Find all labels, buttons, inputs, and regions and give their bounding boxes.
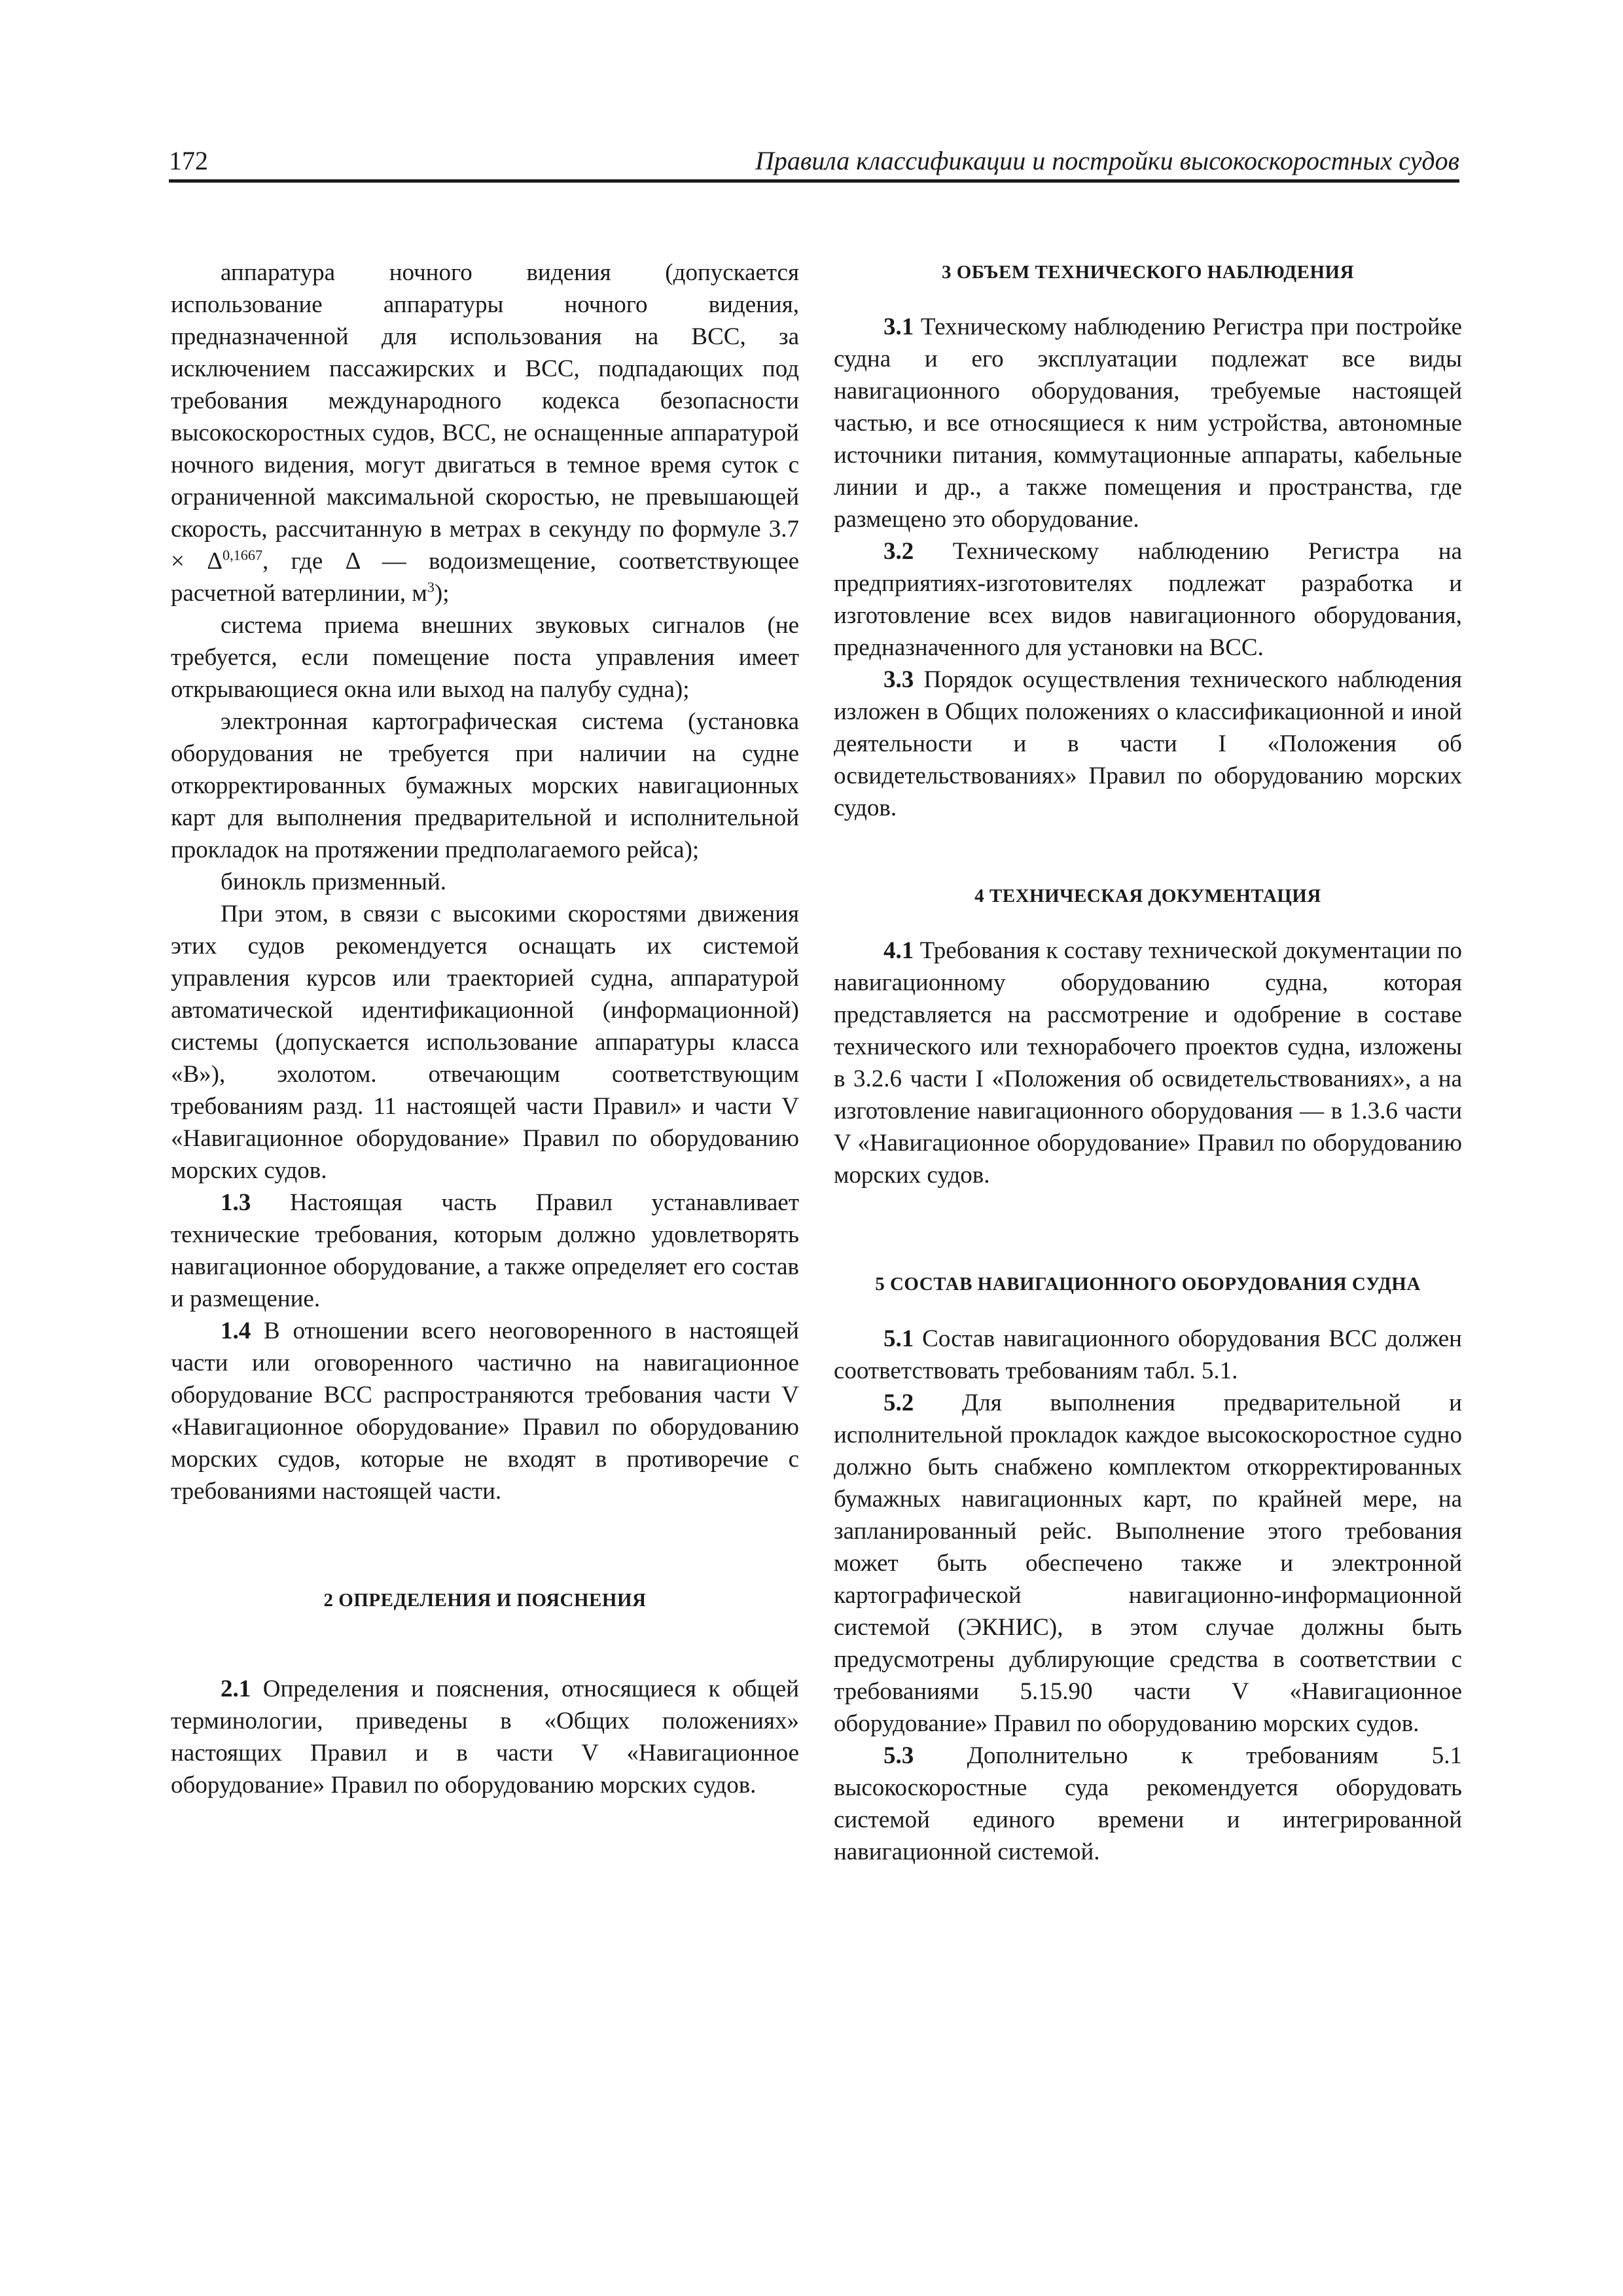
clause-number: 3.2 — [883, 538, 914, 565]
paragraph-recommendation: При этом, в связи с высокими скоростями движения этих судов рекомендуется оснащать их системой управления курсов или траекторией судна, аппаратурой автоматической идентификационной (информационной) системы (допускается использование аппаратуры класса «В»), эхолотом. отвечающим соответствующим требованиям разд. 11 настоящей части Правил» и части V «Навигационное оборудование» Правил по оборудованию морских судов. — [171, 901, 799, 1184]
paragraph-3-2: 3.2 Техническому наблюдению Регистра на предприятиях-изготовителях подлежат разработка и изготовление всех видов навигационного оборудования, предназначенного для установки на ВСС. — [834, 538, 1462, 661]
page-number: 172 — [169, 146, 208, 175]
clause-number: 5.1 — [883, 1325, 914, 1352]
paragraph-electronic-chart: электронная картографическая система (установка оборудования не требуется при наличии на судне откорректированных бумажных морских навигационных карт для выполнения предварительной и исполнительной прокладок на протяжении предполагаемого рейса); — [171, 708, 799, 863]
paragraph-5-3: 5.3 Дополнительно к требованиям 5.1 высокоскоростные суда рекомендуется оборудовать системой единого времени и интегрированной навигационной системой. — [834, 1742, 1462, 1865]
paragraph-2-1: 2.1 Определения и пояснения, относящиеся к общей терминологии, приведены в «Общих положениях» настоящих Правил и в части V «Навигационное оборудование» Правил по оборудованию морских судов. — [171, 1676, 799, 1799]
running-title: Правила классификации и постройки высокоскоростных судов — [755, 146, 1459, 175]
right-column — [834, 257, 1462, 1868]
formula-exponent: 0,1667 — [223, 547, 263, 564]
section-2-heading: 2 ОПРЕДЕЛЕНИЯ И ПОЯСНЕНИЯ — [323, 1590, 647, 1611]
clause-number: 5.2 — [883, 1390, 914, 1416]
paragraph-night-vision: аппаратура ночного видения (допускается использование аппаратуры ночного видения, предназначенной для использования на ВСС, за исключением пассажирских и ВСС, подпадающих под требования международного кодекса безопасности высокоскоростных судов, ВСС, не оснащенные аппаратурой ночного видения, могут двигаться в темное время суток с ограниченной максимальной скоростью, не превышающей скорость, рассчитанную в метрах в секунду по формуле $3.7 \times \Delta^{0,1667}$, где Δ — водоизмещение, соответствующее расчетной ватерлинии, $м^3$); — [171, 259, 799, 607]
section-3-heading: 3 ОБЪЕМ ТЕХНИЧЕСКОГО НАБЛЮДЕНИЯ — [941, 262, 1355, 283]
clause-number: 4.1 — [883, 937, 914, 964]
paragraph-3-3: 3.3 Порядок осуществления технического наблюдения изложен в Общих положениях о классификационной и иной деятельности и в части I «Положения об освидетельствованиях» Правил по оборудованию морских судов. — [834, 666, 1462, 821]
paragraph-4-1: 4.1 Требования к составу технической документации по навигационному оборудованию судна, которая представляется на рассмотрение и одобрение в составе технического или технорабочего проектов судна, изложены в 3.2.6 части I «Положения об освидетельствованиях», а на изготовление навигационного оборудования — в 1.3.6 части V «Навигационное оборудование» Правил по оборудованию морских судов. — [834, 937, 1462, 1189]
clause-number: 5.3 — [883, 1742, 914, 1769]
unit-exponent: 3 — [427, 579, 435, 596]
section-4-heading: 4 ТЕХНИЧЕСКАЯ ДОКУМЕНТАЦИЯ — [974, 886, 1321, 906]
paragraph-5-1: 5.1 Состав навигационного оборудования ВСС должен соответствовать требованиям табл. 5.1. — [834, 1325, 1462, 1384]
page-header — [169, 140, 1459, 183]
clause-number: 2.1 — [221, 1676, 251, 1702]
paragraph-3-1: 3.1 Техническому наблюдению Регистра при постройке судна и его эксплуатации подлежат все виды навигационного оборудования, требуемые настоящей частью, и все относящиеся к ним устройства, автономные источники питания, коммутационные аппараты, кабельные линии и др., а также помещения и пространства, где размещено это оборудование. — [834, 314, 1462, 533]
clause-number: 3.1 — [883, 314, 914, 340]
paragraph-1-4: 1.4 В отношении всего неоговоренного в настоящей части или оговоренного частично на навигационное оборудование ВСС распространяются требования части V «Навигационное оборудование» Правил по оборудованию морских судов, которые не входят в противоречие с требованиями настоящей части. — [171, 1318, 799, 1505]
section-5-heading: 5 СОСТАВ НАВИГАЦИОННОГО ОБОРУДОВАНИЯ СУДНА — [875, 1274, 1421, 1295]
clause-number: 3.3 — [883, 666, 914, 693]
clause-number: 1.3 — [221, 1189, 251, 1216]
left-column — [171, 257, 799, 1801]
paragraph-5-2: 5.2 Для выполнения предварительной и исполнительной прокладок каждое высокоскоростное судно должно быть снабжено комплектом откорректированных бумажных навигационных карт, по крайней мере, на запланированный рейс. Выполнение этого требования может быть обеспечено также и электронной картографической навигационно-информационной системой (ЭКНИС), в этом случае должны быть предусмотрены дублирующие средства в соответствии с требованиями 5.15.90 части V «Навигационное оборудование» Правил по оборудованию морских судов. — [834, 1390, 1462, 1737]
paragraph-binoculars: бинокль призменный. — [221, 869, 447, 895]
clause-number: 1.4 — [221, 1318, 251, 1344]
paragraph-1-3: 1.3 Настоящая часть Правил устанавливает технические требования, которым должно удовлетворять навигационное оборудование, а также определяет его состав и размещение. — [171, 1189, 799, 1312]
paragraph-sound-signals: система приема внешних звуковых сигналов (не требуется, если помещение поста управления имеет открывающиеся окна или выход на палубу судна); — [171, 612, 799, 703]
